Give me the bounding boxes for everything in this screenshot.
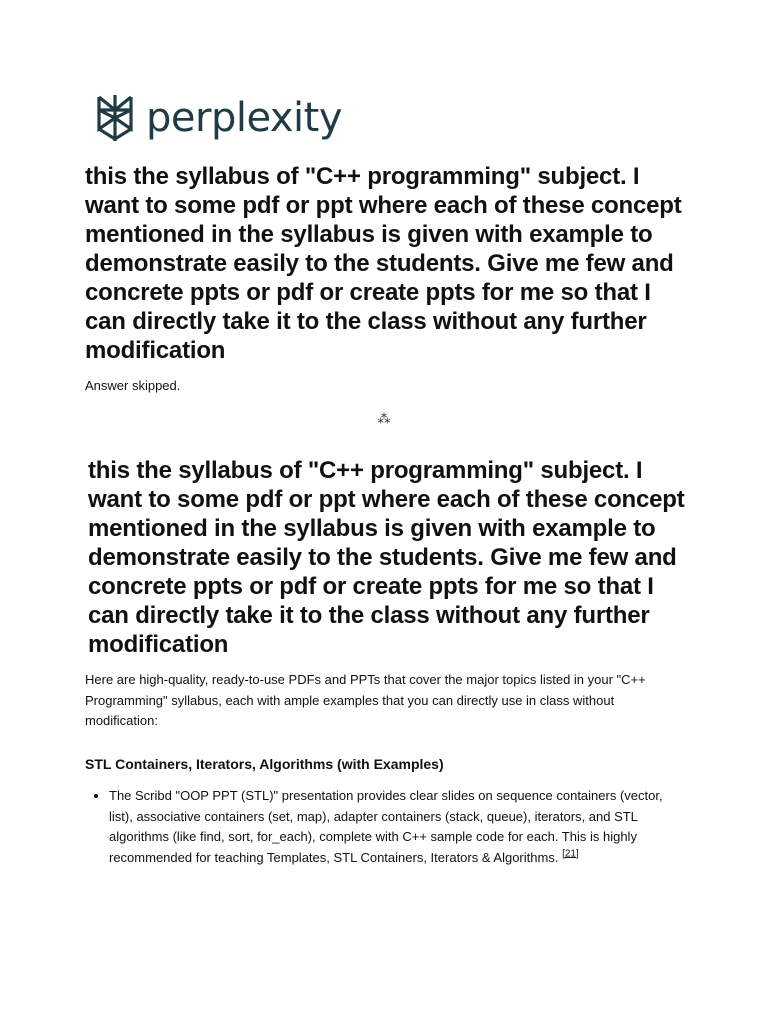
perplexity-logo-icon (94, 93, 136, 143)
list-item-text: The Scribd "OOP PPT (STL)" presentation provides clear slides on sequence containers (vector, list), associative containers (set, map), adapter containers (stack, queue), iterators, and STL algorithms (like find, sort, for_each), complete with C++ sample code for each. This is highly recommended for teaching Templates, STL Containers, Iterators & Algorithms. (109, 788, 663, 865)
second-query-title: this the syllabus of "C++ programming" subject. I want to some pdf or ppt where each of these concept mentioned in the syllabus is given with example to demonstrate easily to the students. Give me few and concrete ppts or pdf or create ppts for me so that I can directly take it to the class without any further modification (88, 457, 685, 658)
citation-link[interactable]: [21] (562, 848, 579, 860)
section-divider-icon: ⁂ (377, 411, 391, 426)
list-item (109, 786, 685, 868)
answer-bullet-list (85, 786, 685, 868)
brand-name: perplexity (146, 95, 342, 141)
first-query-title: this the syllabus of "C++ programming" subject. I want to some pdf or ppt where each of these concept mentioned in the syllabus is given with example to demonstrate easily to the students. Give me few and concrete ppts or pdf or create ppts for me so that I can directly take it to the class without any further modification (85, 163, 682, 364)
answer-intro: Here are high-quality, ready-to-use PDFs and PPTs that cover the major topics listed in your "C++ Programming" syllabus, each with ample examples that you can directly use in class without modification: (85, 672, 646, 728)
perplexity-logo (94, 93, 342, 143)
answer-section-heading: STL Containers, Iterators, Algorithms (with Examples) (85, 756, 444, 772)
answer-status: Answer skipped. (85, 378, 181, 393)
